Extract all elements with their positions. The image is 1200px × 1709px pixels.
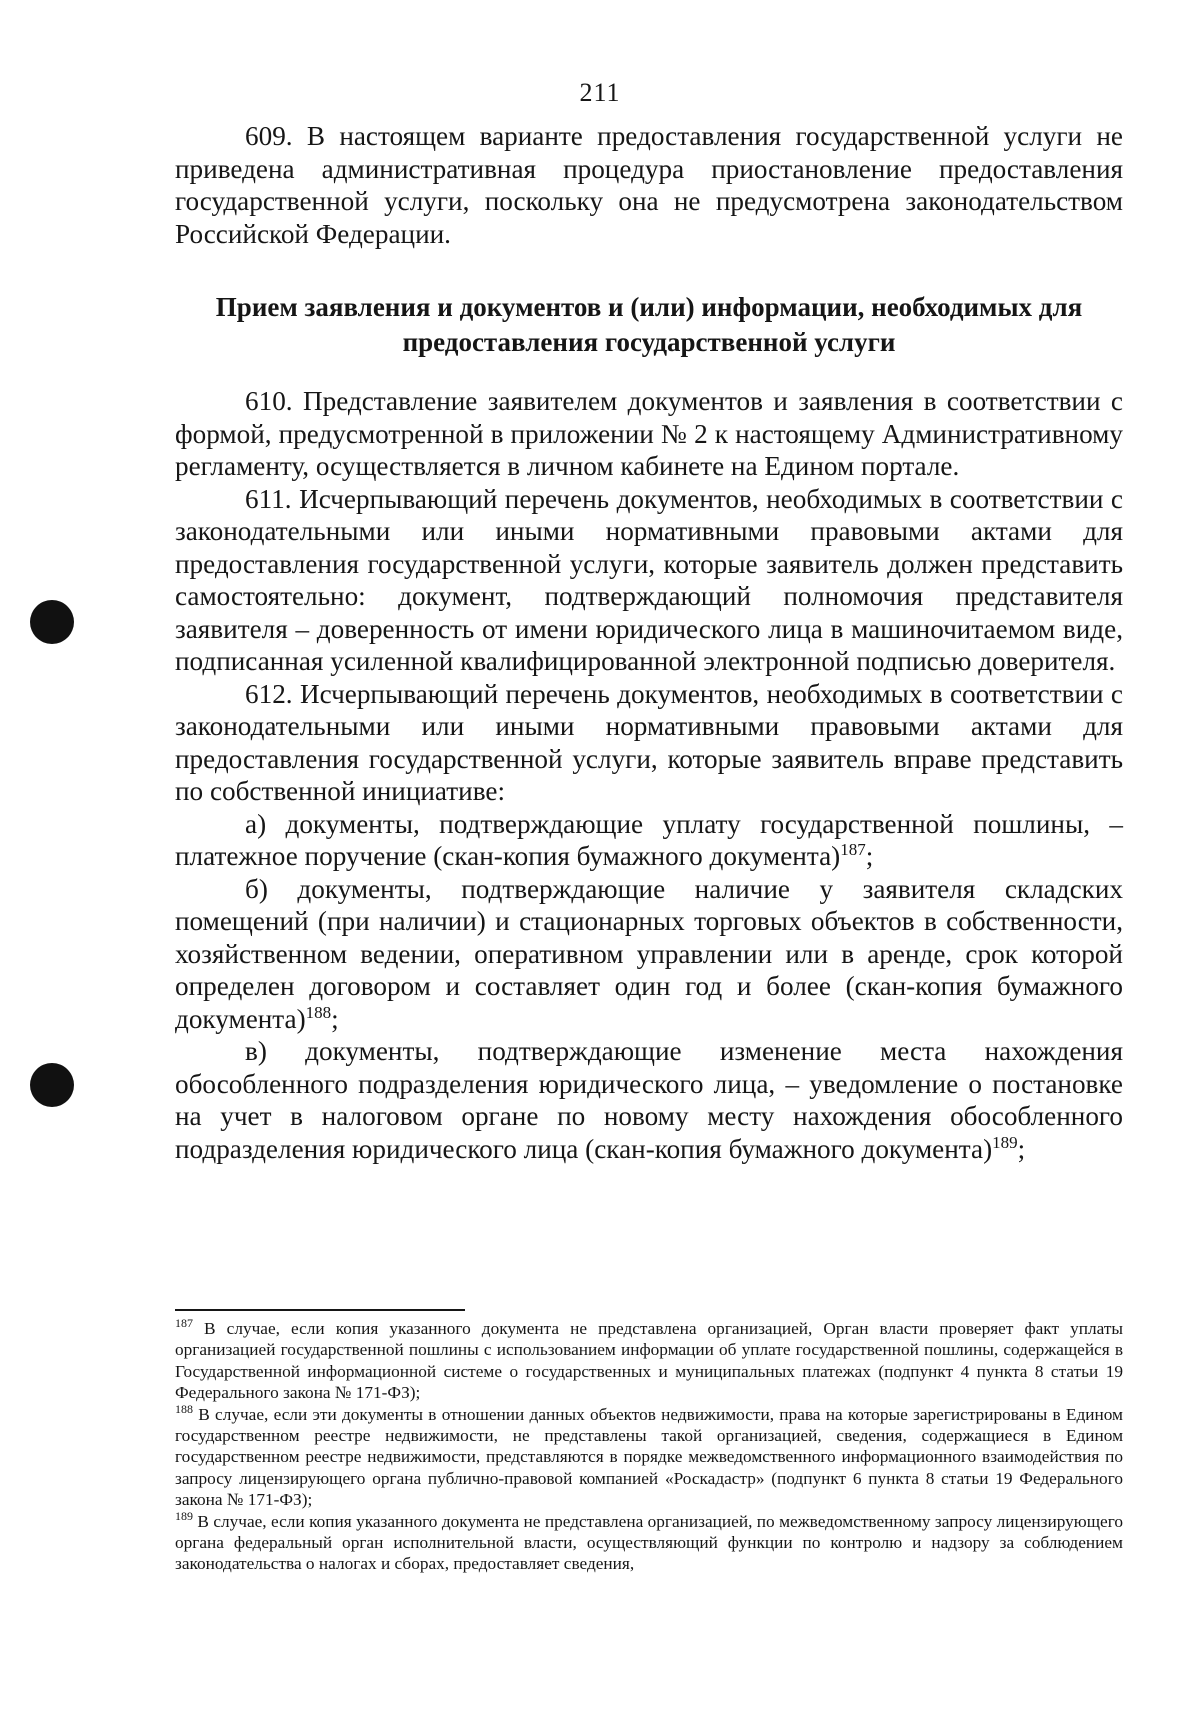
paragraph-610: 610. Представление заявителем документов и заявления в соответствии с формой, предусмотренной в приложении № 2 к настоящему Административному регламенту, осуществляется в личном кабинете на Едином портале. bbox=[175, 386, 1123, 481]
list-item-b-end: ; bbox=[331, 1003, 339, 1034]
footnote-separator bbox=[175, 1309, 465, 1311]
footnote-187 bbox=[175, 1318, 1123, 1404]
punch-hole-mark bbox=[30, 1063, 74, 1107]
section-heading: Прием заявления и документов и (или) информации, необходимых для предоставления государственной услуги bbox=[215, 292, 1083, 357]
body-text bbox=[175, 120, 1123, 1165]
footnote-text: В случае, если эти документы в отношении данных объектов недвижимости, права на которые зарегистрированы в Едином государственном реестре недвижимости, не представлены такой организацией, сведения, содержащиеся в Едином государственном реестре недвижимости, представляются в порядке межведомственного информационного взаимодействия по запросу лицензирующего органа публично-правовой компанией «Роскадастр» (подпункт 6 пункта 8 статьи 19 Федерального закона № 171-ФЗ); bbox=[175, 1404, 1123, 1510]
footnote-number: 188 bbox=[175, 1401, 193, 1416]
footnote-number: 187 bbox=[175, 1316, 193, 1331]
list-item-v-end: ; bbox=[1017, 1133, 1026, 1164]
list-item-a-text: а) документы, подтверждающие уплату государственной пошлины, – платежное поручение (скан-копия бумажного документа) bbox=[175, 808, 1123, 871]
paragraph-612: 612. Исчерпывающий перечень документов, необходимых в соответствии с законодательными или иными нормативными правовыми актами для предоставления государственной услуги, которые заявитель вправе представить по собственной инициативе: bbox=[175, 678, 1123, 806]
footnote-ref-188: 188 bbox=[305, 1002, 332, 1022]
list-item-b-text: б) документы, подтверждающие наличие у заявителя складских помещений (при наличии) и стационарных торговых объектов в собственности, хозяйственном ведении, оперативном управлении или в аренде, срок которой определен договором и составляет один год и более (скан-копия бумажного документа) bbox=[175, 873, 1123, 1034]
list-item-a bbox=[175, 808, 1123, 873]
list-item-b bbox=[175, 873, 1123, 1036]
page-number: 211 bbox=[579, 78, 621, 107]
list-item-v bbox=[175, 1035, 1123, 1165]
footnote-number: 189 bbox=[175, 1508, 193, 1523]
paragraph-609: 609. В настоящем варианте предоставления государственной услуги не приведена административная процедура приостановление предоставления государственной услуги, поскольку она не предусмотрена законодательством Российской Федерации. bbox=[175, 121, 1123, 249]
punch-hole-mark bbox=[30, 600, 74, 644]
footnote-189 bbox=[175, 1508, 1123, 1575]
footnote-ref-189: 189 bbox=[992, 1132, 1018, 1152]
footnote-text: В случае, если копия указанного документа не представлена организацией, по межведомственному запросу лицензирующего органа федеральный орган исполнительной власти, осуществляющий функции по контролю и надзору за соблюдением законодательства о налогах и сборах, предоставляет сведения, bbox=[175, 1511, 1123, 1574]
footnotes bbox=[175, 1318, 1123, 1575]
list-item-v-text: в) документы, подтверждающие изменение места нахождения обособленного подразделения юридического лица, – уведомление о постановке на учет в налоговом органе по новому месту нахождения обособленного подразделения юридического лица (скан-копия бумажного документа) bbox=[175, 1036, 1123, 1164]
footnote-188 bbox=[175, 1401, 1123, 1511]
footnote-ref-187: 187 bbox=[840, 839, 866, 859]
paragraph-611: 611. Исчерпывающий перечень документов, необходимых в соответствии с законодательными или иными нормативными правовыми актами для предоставления государственной услуги, которые заявитель должен представить самостоятельно: документ, подтверждающий полномочия представителя заявителя – доверенность от имени юридического лица в машиночитаемом виде, подписанная усиленной квалифицированной электронной подписью доверителя. bbox=[175, 483, 1123, 676]
list-item-a-end: ; bbox=[865, 841, 874, 871]
footnote-text: В случае, если копия указанного документа не представлена организацией, Орган власти проверяет факт уплаты организацией государственной пошлины с использованием информации об уплате государственной пошлины, содержащейся в Государственной информационной системе о государственных и муниципальных платежах (подпункт 4 пункта 8 статьи 19 Федерального закона № 171-ФЗ); bbox=[175, 1319, 1123, 1403]
